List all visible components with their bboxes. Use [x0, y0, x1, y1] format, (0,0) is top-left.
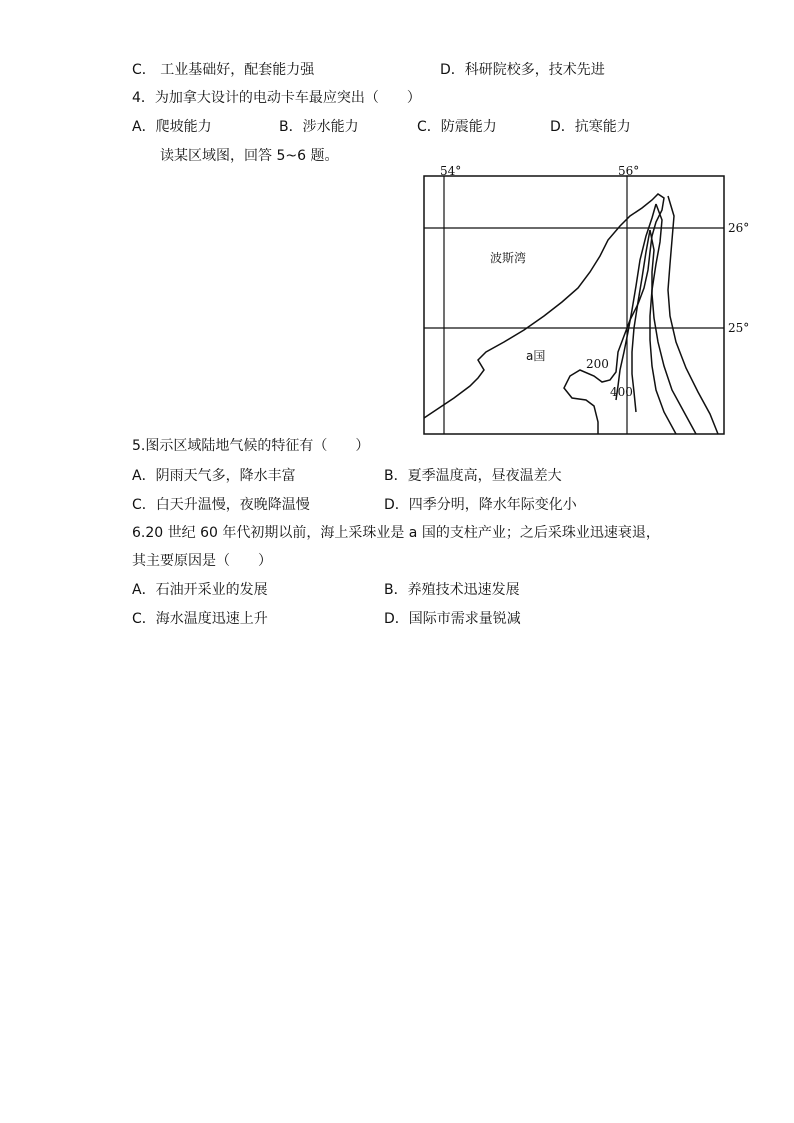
- q5-option-a: A．阴雨天气多，降水丰富: [132, 468, 296, 484]
- q6-option-d: D．国际市需求量锐减: [384, 611, 521, 627]
- lon-label-56: 56°: [618, 164, 640, 178]
- contour-label-400: 400: [610, 385, 633, 399]
- q3-option-d: D．科研院校多，技术先进: [440, 62, 605, 78]
- q6-option-c: C．海水温度迅速上升: [132, 611, 268, 627]
- region-map-svg: [420, 160, 760, 440]
- q3-option-c: C． 工业基础好，配套能力强: [132, 62, 315, 78]
- q4-option-d: D．抗寒能力: [550, 119, 631, 135]
- lat-label-25: 25°: [728, 321, 750, 335]
- map-intro: 读某区域图，回答 5~6 题。: [160, 148, 339, 164]
- q5-stem: 5.图示区域陆地气候的特征有（ ）: [132, 438, 370, 454]
- q5-option-b: B．夏季温度高，昼夜温差大: [384, 468, 562, 484]
- lat-label-26: 26°: [728, 221, 750, 235]
- q5-option-d: D．四季分明，降水年际变化小: [384, 497, 577, 513]
- map-frame: [424, 176, 724, 434]
- q5-option-c: C．白天升温慢，夜晚降温慢: [132, 497, 310, 513]
- q6-option-b: B．养殖技术迅速发展: [384, 582, 520, 598]
- contour-label-200: 200: [586, 357, 609, 371]
- contour-outer-east: [668, 196, 718, 434]
- q4-option-c: C．防震能力: [417, 119, 497, 135]
- lon-label-54: 54°: [440, 164, 462, 178]
- q4-option-a: A．爬坡能力: [132, 119, 212, 135]
- q6-stem-line1: 6.20 世纪 60 年代初期以前，海上采珠业是 a 国的支柱产业；之后采珠业迅速衰退，: [132, 525, 660, 541]
- country-label: a国: [526, 349, 546, 363]
- region-map: [420, 160, 760, 440]
- q6-stem-line2: 其主要原因是（ ）: [132, 553, 272, 569]
- q4-stem: 4．为加拿大设计的电动卡车最应突出（ ）: [132, 90, 421, 106]
- q4-option-b: B．涉水能力: [279, 119, 359, 135]
- q6-option-a: A．石油开采业的发展: [132, 582, 268, 598]
- sea-label: 波斯湾: [490, 251, 527, 265]
